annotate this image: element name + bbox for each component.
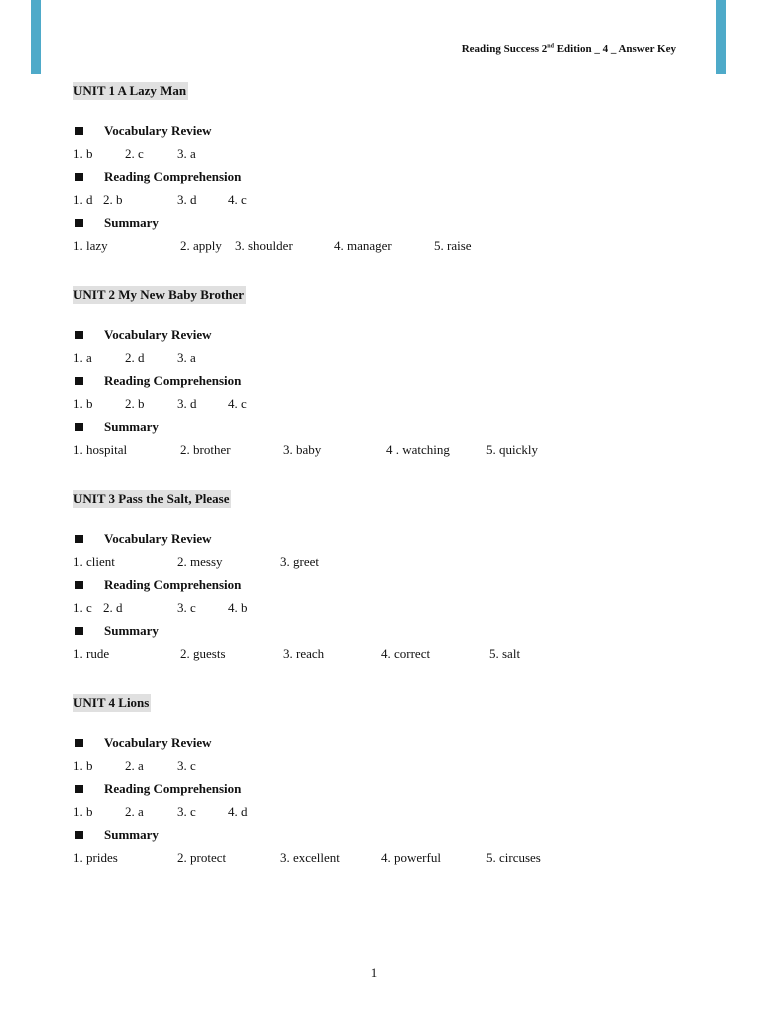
- answer: 1. rude: [73, 646, 110, 661]
- answer: 2. a: [125, 758, 144, 773]
- answer: 3. c: [177, 600, 196, 615]
- reading-comprehension-heading: Reading Comprehension: [73, 573, 713, 596]
- answer: 1. b: [73, 396, 93, 411]
- answer: 2. messy: [177, 554, 223, 569]
- answer: 3. excellent: [280, 850, 340, 865]
- answer: 4. manager: [334, 238, 392, 253]
- answer: 3. shoulder: [235, 238, 293, 253]
- summary-answers: [73, 642, 713, 665]
- square-bullet-icon: [75, 377, 83, 385]
- square-bullet-icon: [75, 831, 83, 839]
- answer: 4. b: [228, 600, 248, 615]
- summary-heading: Summary: [73, 211, 713, 234]
- answer: 4. correct: [381, 646, 431, 661]
- answer: 3. c: [177, 804, 196, 819]
- summary-heading: Summary: [73, 619, 713, 642]
- answer: 5. circuses: [486, 850, 541, 865]
- unit-1: [73, 82, 713, 257]
- answer: 2. a: [125, 804, 144, 819]
- answer: 3. baby: [283, 442, 322, 457]
- summary-answers: [73, 846, 713, 869]
- answer: 4 . watching: [386, 442, 450, 457]
- answer: 2. guests: [180, 646, 226, 661]
- answer: 1. a: [73, 350, 92, 365]
- reading-comprehension-heading: Reading Comprehension: [73, 369, 713, 392]
- answer: 1. lazy: [73, 238, 108, 253]
- reading-comprehension-heading: Reading Comprehension: [73, 777, 713, 800]
- answer: 2. b: [103, 192, 123, 207]
- page-header: Reading Success 2nd Edition _ 4 _ Answer Key: [461, 43, 676, 55]
- reading-answers: [73, 392, 713, 415]
- answer: 4. d: [228, 804, 248, 819]
- answer: 3. d: [177, 192, 197, 207]
- square-bullet-icon: [75, 219, 83, 227]
- square-bullet-icon: [75, 627, 83, 635]
- answer: 1. b: [73, 758, 93, 773]
- summary-answers: [73, 438, 713, 461]
- answer: 2. b: [125, 396, 145, 411]
- vocabulary-answers: [73, 346, 713, 369]
- vocabulary-review-heading: Vocabulary Review: [73, 323, 713, 346]
- unit-3: [73, 490, 713, 665]
- answer: 2. d: [125, 350, 145, 365]
- square-bullet-icon: [75, 331, 83, 339]
- answer: 2. protect: [177, 850, 227, 865]
- reading-answers: [73, 188, 713, 211]
- answer: 4. powerful: [381, 850, 441, 865]
- square-bullet-icon: [75, 535, 83, 543]
- vocabulary-answers: [73, 754, 713, 777]
- answer: 5. quickly: [486, 442, 538, 457]
- square-bullet-icon: [75, 785, 83, 793]
- square-bullet-icon: [75, 423, 83, 431]
- answer: 2. c: [125, 146, 144, 161]
- square-bullet-icon: [75, 127, 83, 135]
- answer: 1. client: [73, 554, 115, 569]
- vocabulary-answers: [73, 142, 713, 165]
- answer: 4. c: [228, 396, 247, 411]
- answer-key-content: [73, 82, 713, 898]
- answer: 5. salt: [489, 646, 521, 661]
- right-edge-bar: [716, 0, 726, 74]
- answer: 4. c: [228, 192, 247, 207]
- vocabulary-answers: [73, 550, 713, 573]
- square-bullet-icon: [75, 581, 83, 589]
- vocabulary-review-heading: Vocabulary Review: [73, 527, 713, 550]
- answer: 3. greet: [280, 554, 319, 569]
- vocabulary-review-heading: Vocabulary Review: [73, 119, 713, 142]
- summary-answers: [73, 234, 713, 257]
- answer: 1. d: [73, 192, 93, 207]
- answer: 1. b: [73, 146, 93, 161]
- unit-title: UNIT 2 My New Baby Brother: [73, 287, 245, 302]
- reading-comprehension-heading: Reading Comprehension: [73, 165, 713, 188]
- answer: 1. hospital: [73, 442, 128, 457]
- unit-4: [73, 694, 713, 869]
- page-number: 1: [370, 965, 378, 980]
- square-bullet-icon: [75, 739, 83, 747]
- reading-answers: [73, 800, 713, 823]
- unit-title: UNIT 3 Pass the Salt, Please: [73, 491, 230, 506]
- answer: 2. apply: [180, 238, 222, 253]
- reading-answers: [73, 596, 713, 619]
- answer: 2. d: [103, 600, 123, 615]
- unit-2: [73, 286, 713, 461]
- vocabulary-review-heading: Vocabulary Review: [73, 731, 713, 754]
- unit-title: UNIT 4 Lions: [73, 695, 150, 710]
- answer: 3. reach: [283, 646, 325, 661]
- answer: 5. raise: [434, 238, 472, 253]
- answer: 3. d: [177, 396, 197, 411]
- summary-heading: Summary: [73, 823, 713, 846]
- unit-title: UNIT 1 A Lazy Man: [73, 83, 187, 98]
- answer: 1. c: [73, 600, 92, 615]
- answer: 1. prides: [73, 850, 118, 865]
- summary-heading: Summary: [73, 415, 713, 438]
- answer: 3. a: [177, 146, 196, 161]
- answer: 3. a: [177, 350, 196, 365]
- square-bullet-icon: [75, 173, 83, 181]
- left-edge-bar: [31, 0, 41, 74]
- answer: 2. brother: [180, 442, 231, 457]
- answer: 1. b: [73, 804, 93, 819]
- answer: 3. c: [177, 758, 196, 773]
